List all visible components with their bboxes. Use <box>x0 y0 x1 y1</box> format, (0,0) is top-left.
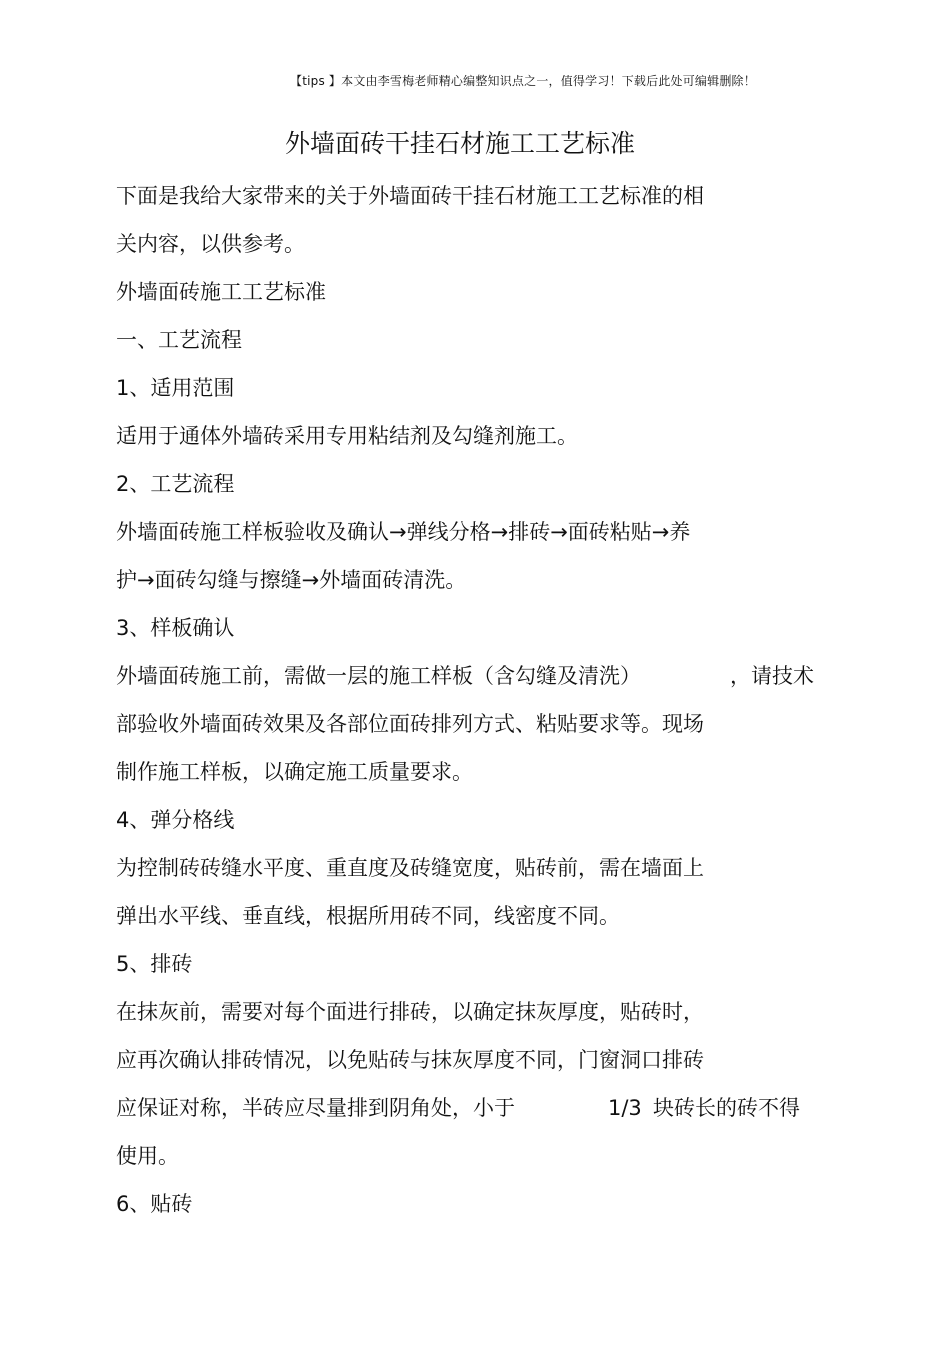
item-paragraph-5-line-3-b: 1/3 <box>608 1096 642 1120</box>
page-title: 外墙面砖干挂石材施工工艺标准 <box>284 129 635 158</box>
item-paragraph-4-line-1: 为控制砖砖缝水平度、重直度及砖缝宽度，贴砖前，需在墙面上 <box>116 856 704 880</box>
item-paragraph-2-line-1: 外墙面砖施工样板验收及确认→弹线分格→排砖→面砖粘贴→养 <box>116 520 691 544</box>
item-paragraph-5-line-1: 在抹灰前，需要对每个面进行排砖，以确定抹灰厚度，贴砖时， <box>116 1000 704 1024</box>
intro-line-1: 下面是我给大家带来的关于外墙面砖干挂石材施工工艺标准的相 <box>116 184 704 208</box>
item-heading-1: 1、适用范围 <box>116 376 235 400</box>
item-heading-6: 6、贴砖 <box>116 1192 193 1216</box>
item-paragraph-3-line-1-b: ，请技术 <box>730 664 814 688</box>
item-paragraph-1: 适用于通体外墙砖采用专用粘结剂及勾缝剂施工。 <box>116 424 578 448</box>
item-paragraph-5-line-3 <box>116 1094 836 1122</box>
item-paragraph-5-line-3-a: 应保证对称，半砖应尽量排到阴角处，小于 <box>116 1096 515 1120</box>
section-title: 外墙面砖施工工艺标准 <box>116 280 326 304</box>
item-paragraph-3-line-1 <box>116 662 836 690</box>
item-paragraph-4-line-2: 弹出水平线、垂直线，根据所用砖不同，线密度不同。 <box>116 904 620 928</box>
item-paragraph-3-line-1-a: 外墙面砖施工前，需做一层的施工样板（含勾缝及清洗） <box>116 664 641 688</box>
item-paragraph-5-line-4: 使用。 <box>116 1144 179 1168</box>
item-paragraph-3-line-3: 制作施工样板，以确定施工质量要求。 <box>116 760 473 784</box>
tips-note: 【tips 】本文由李雪梅老师精心编整知识点之一，值得学习！下载后此处可编辑删除！ <box>290 74 756 88</box>
part1-heading: 一、工艺流程 <box>116 328 242 352</box>
item-paragraph-2-line-2: 护→面砖勾缝与擦缝→外墙面砖清洗。 <box>116 568 467 592</box>
item-paragraph-5-line-2: 应再次确认排砖情况，以免贴砖与抹灰厚度不同，门窗洞口排砖 <box>116 1048 704 1072</box>
item-paragraph-3-line-2: 部验收外墙面砖效果及各部位面砖排列方式、粘贴要求等。现场 <box>116 712 704 736</box>
item-heading-5: 5、排砖 <box>116 952 193 976</box>
intro-line-2: 关内容，以供参考。 <box>116 232 305 256</box>
item-heading-3: 3、样板确认 <box>116 616 235 640</box>
item-paragraph-5-line-3-c: 块砖长的砖不得 <box>653 1096 800 1120</box>
item-heading-2: 2、工艺流程 <box>116 472 235 496</box>
item-heading-4: 4、弹分格线 <box>116 808 235 832</box>
